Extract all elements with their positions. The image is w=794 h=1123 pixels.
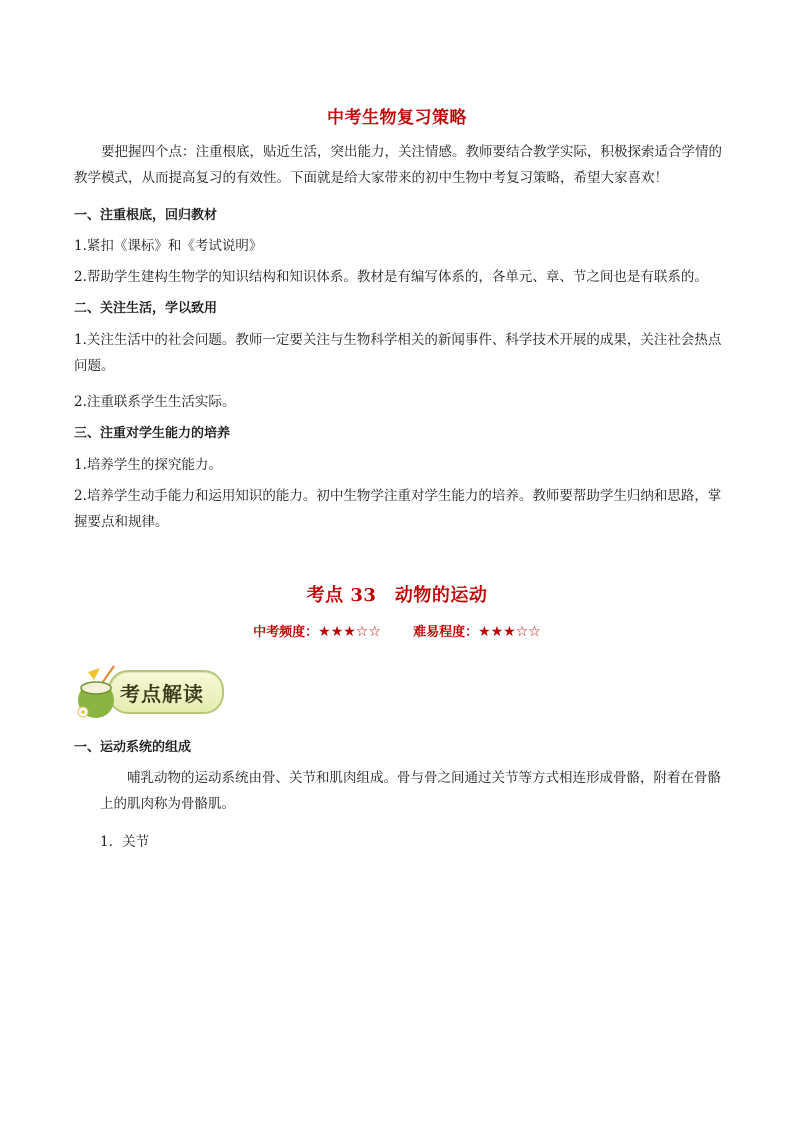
topic-badge	[68, 656, 228, 720]
frequency-label: 中考频度：	[253, 625, 319, 640]
intro-paragraph: 要把握四个点：注重根底，贴近生活，突出能力，关注情感。教师要结合教学实际，积极探索适合学情的教学模式，从而提高复习的有效性。下面就是给大家带来的初中生物中考复习策略，希望大家喜欢！	[74, 144, 722, 186]
frequency-stars: ★★★☆☆	[318, 624, 381, 640]
body-heading: 一、运动系统的组成	[74, 740, 192, 755]
rating-row	[0, 621, 794, 640]
topic-title: 考点 33 动物的运动	[306, 585, 488, 606]
difficulty-rating	[413, 621, 541, 640]
section-2-item-2: 2.注重联系学生生活实际。	[74, 394, 236, 410]
section-3-item-2: 2.培养学生动手能力和运用知识的能力。初中生物学注重对学生能力的培养。教师要帮助学生归纳和思路，掌握要点和规律。	[74, 488, 722, 530]
page-title: 中考生物复习策略	[327, 108, 467, 128]
section-1-heading: 一、注重根底，回归教材	[74, 208, 218, 223]
section-2-item-1: 1.关注生活中的社会问题。教师一定要关注与生物科学相关的新闻事件、科学技术开展的成果，关注社会热点问题。	[74, 332, 722, 374]
difficulty-stars: ★★★☆☆	[478, 624, 541, 640]
section-3-heading: 三、注重对学生能力的培养	[74, 426, 231, 441]
frequency-rating	[253, 621, 381, 640]
badge-label: 考点解读	[120, 682, 204, 706]
section-1-item-1: 1.紧扣《课标》和《考试说明》	[74, 238, 263, 254]
difficulty-label: 难易程度：	[413, 625, 479, 640]
body-subitem: 1．关节	[100, 834, 150, 850]
coconut-drink-icon	[70, 664, 126, 720]
body-paragraph: 哺乳动物的运动系统由骨、关节和肌肉组成。骨与骨之间通过关节等方式相连形成骨骼，附着在骨骼上的肌肉称为骨骼肌。	[100, 770, 721, 812]
section-2-heading: 二、关注生活，学以致用	[74, 301, 218, 316]
section-3-item-1: 1.培养学生的探究能力。	[74, 457, 222, 473]
section-1-item-2: 2.帮助学生建构生物学的知识结构和知识体系。教材是有编写体系的，各单元、章、节之间也是有联系的。	[74, 269, 708, 285]
